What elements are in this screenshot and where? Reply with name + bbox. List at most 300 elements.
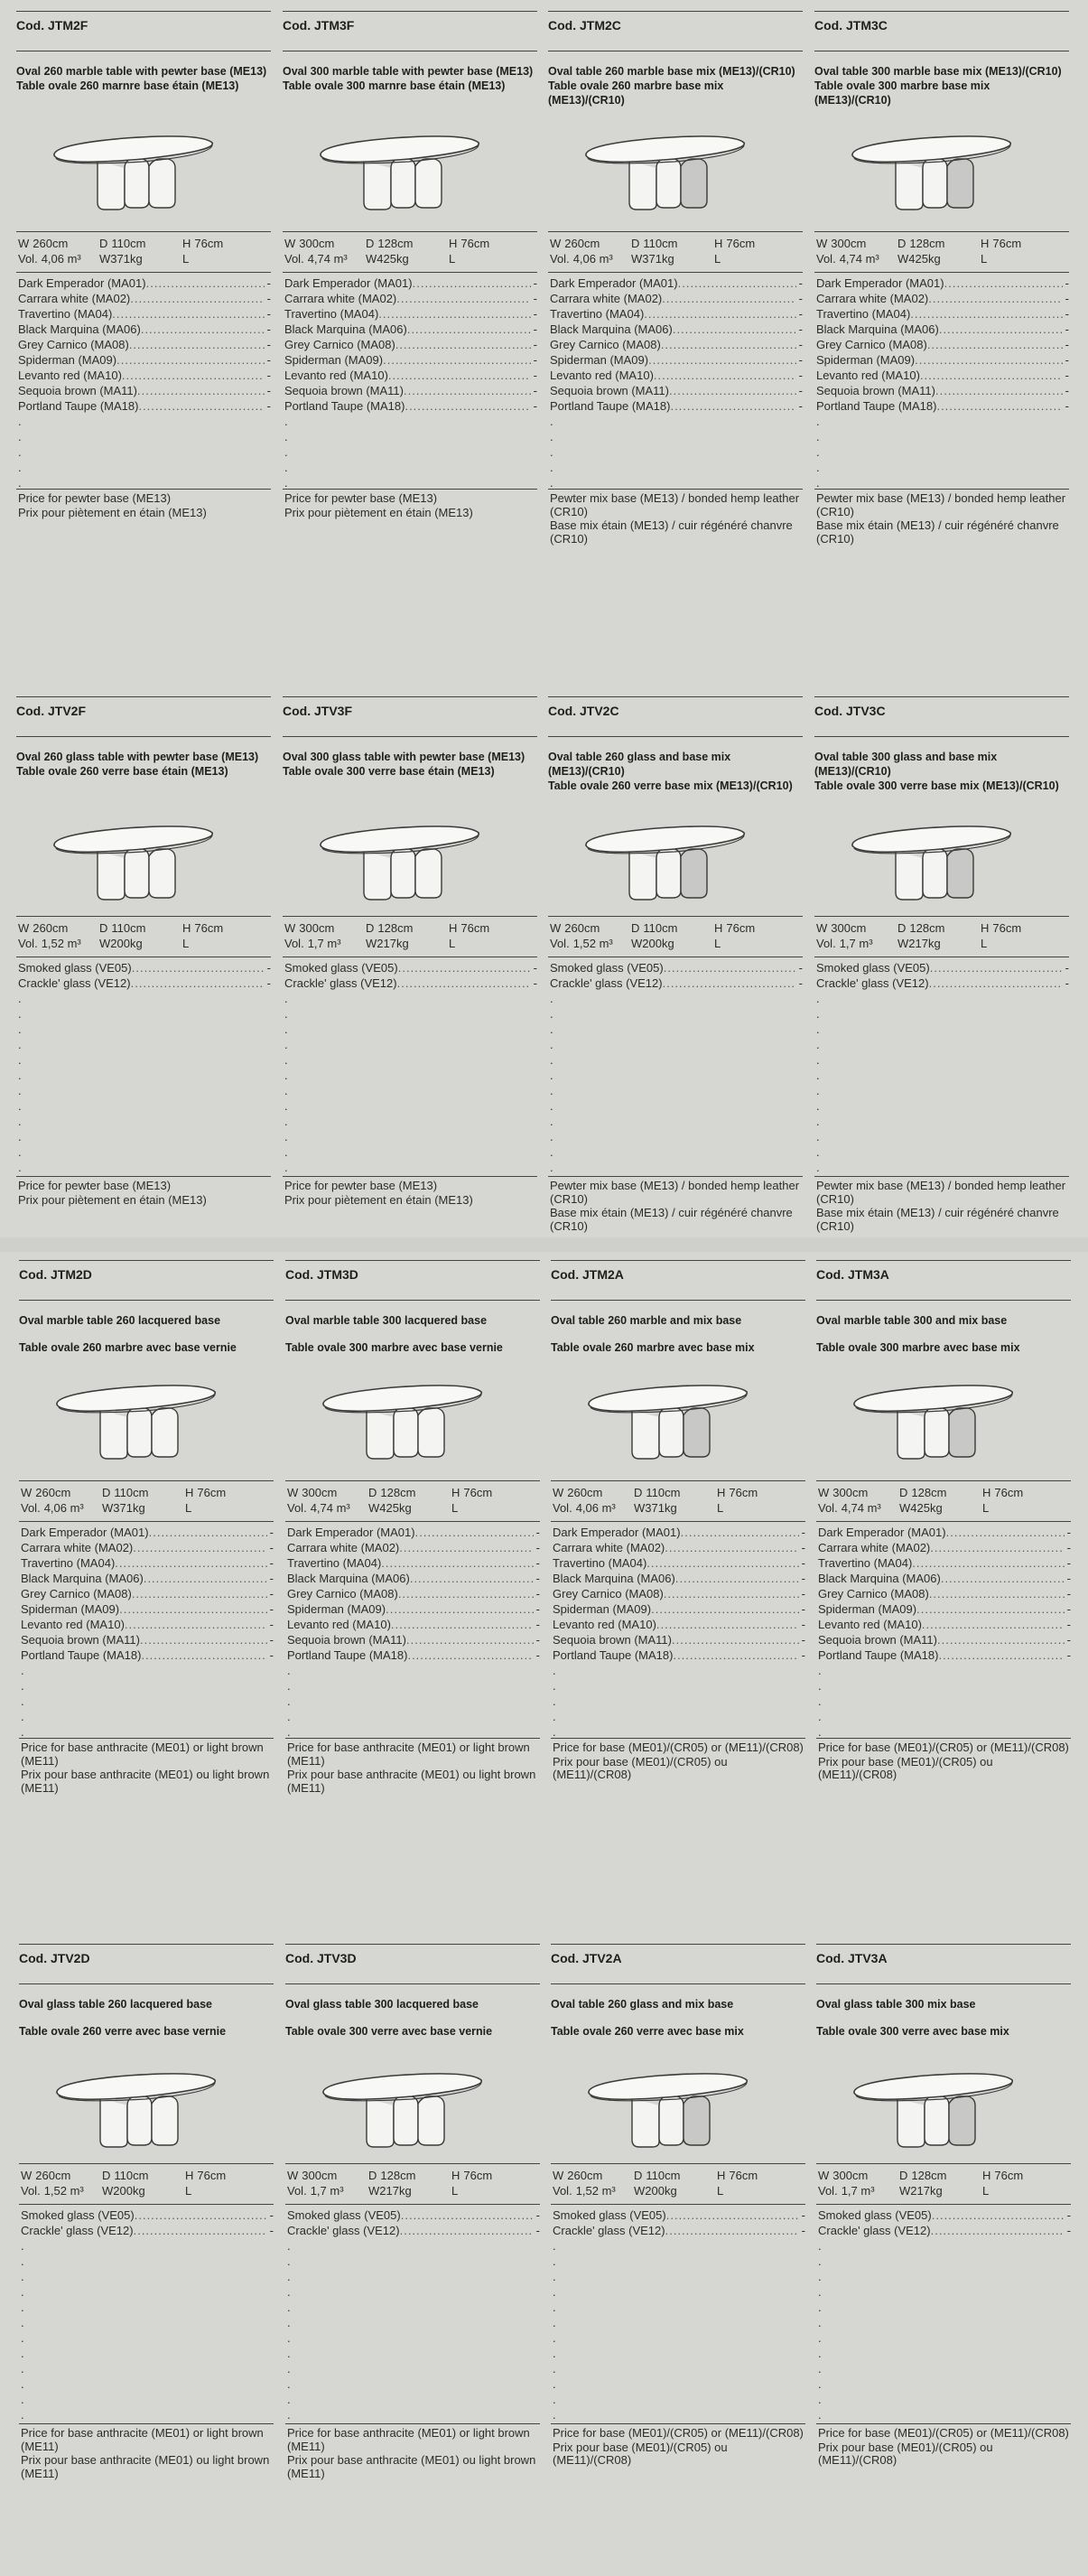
price-placeholder: -: [269, 1633, 274, 1647]
leader-dots: [138, 398, 264, 414]
material-name: Dark Emperador (MA01): [284, 276, 413, 290]
empty-line-bullet: .: [284, 445, 288, 459]
material-name: Crackle' glass (VE12): [553, 2224, 665, 2237]
price-placeholder: -: [269, 2208, 274, 2222]
volume-value: 4,74 m³: [307, 252, 348, 266]
price-placeholder: -: [269, 1587, 274, 1601]
material-list: [283, 272, 537, 490]
tabletop: [852, 826, 1010, 852]
empty-line-bullet: .: [287, 2285, 291, 2299]
name-rule: [19, 1300, 274, 1301]
table-picture: [551, 1377, 805, 1468]
depth-label: D: [897, 921, 907, 935]
depth-label: D: [368, 2169, 377, 2182]
depth-value: 128cm: [911, 1486, 947, 1499]
width-value: 300cm: [299, 921, 335, 935]
empty-line-bullet: .: [21, 2408, 24, 2422]
leader-dots: [678, 275, 796, 291]
empty-line-bullet: .: [818, 2408, 822, 2422]
dimensions: [814, 231, 1069, 266]
height-label: H: [714, 921, 723, 935]
price-placeholder: -: [1066, 1526, 1071, 1539]
leader-dots: [401, 2207, 534, 2223]
depth-value: 128cm: [380, 2169, 416, 2182]
material-name: Travertino (MA04): [287, 1556, 382, 1570]
material-name: Grey Carnico (MA08): [18, 338, 129, 351]
empty-line-bullet: .: [18, 1007, 22, 1021]
material-row: [818, 1525, 1071, 1540]
weight: W200kg: [99, 937, 143, 950]
price-placeholder: -: [269, 1526, 274, 1539]
material-row: [18, 275, 271, 291]
dims-row-size: [284, 236, 537, 251]
material-row: [287, 1571, 540, 1586]
dims-rule: [551, 1480, 805, 1481]
dims-row-volume: [550, 251, 803, 266]
price-placeholder: -: [266, 369, 271, 382]
weight: W425kg: [899, 1501, 943, 1515]
price-note: [551, 1738, 805, 1782]
price-placeholder: -: [1065, 399, 1069, 413]
height-value: 76cm: [460, 921, 490, 935]
price-placeholder: -: [1066, 2224, 1071, 2237]
leader-dots: [407, 322, 531, 337]
material-row: [816, 352, 1069, 368]
empty-line-bullet: .: [21, 2270, 24, 2283]
price-note: [814, 489, 1069, 546]
material-row: [287, 1647, 540, 1663]
name-spacer: [19, 1328, 274, 1340]
dimensions: [816, 2163, 1071, 2198]
empty-line-bullet: .: [818, 2254, 822, 2268]
leader-dots: [405, 398, 530, 414]
leader-dots: [386, 1601, 534, 1617]
empty-line-bullet: .: [816, 445, 820, 459]
empty-line-bullet: .: [18, 1069, 22, 1082]
material-list: [816, 1521, 1071, 1740]
name-spacer: [19, 2011, 274, 2024]
price-placeholder: -: [533, 369, 537, 382]
product-name: [548, 736, 803, 793]
base-column-right: [681, 849, 707, 898]
table-picture: [285, 2066, 540, 2156]
volume: [553, 1500, 616, 1516]
price-note-fr: Base mix étain (ME13) / cuir régénéré chanvre (CR10): [816, 518, 1059, 546]
width-value: 300cm: [302, 2169, 338, 2182]
base-panel-left: [98, 161, 125, 210]
price-placeholder: -: [801, 1633, 805, 1647]
empty-line-bullet: .: [21, 1664, 24, 1677]
empty-line-bullet: .: [284, 476, 288, 490]
material-row: [287, 1632, 540, 1647]
material-row: [284, 337, 537, 352]
width-label: W: [18, 921, 30, 935]
material-name: Smoked glass (VE05): [21, 2208, 135, 2222]
dimensions: [283, 916, 537, 951]
material-name: Black Marquina (MA06): [550, 322, 673, 336]
height: [449, 920, 489, 936]
depth: [99, 920, 145, 936]
depth-label: D: [631, 921, 640, 935]
material-row: [287, 1601, 540, 1617]
height: [717, 2168, 758, 2183]
tabletop: [586, 826, 744, 852]
empty-line-bullet: .: [287, 1679, 291, 1693]
height-value: 76cm: [729, 1486, 758, 1499]
material-list: [814, 272, 1069, 490]
price-note-en: Price for pewter base (ME13): [284, 1179, 438, 1192]
dims-row-volume: [287, 2183, 540, 2198]
dims-rule: [285, 1480, 540, 1481]
volume-value: 1,52 m³: [41, 937, 81, 950]
leader-dots: [112, 306, 264, 322]
material-name: Travertino (MA04): [284, 307, 379, 321]
base-column-middle: [127, 2096, 152, 2145]
price-note: [283, 489, 537, 519]
dims-row-size: [21, 1485, 274, 1500]
material-name: Portland Taupe (MA18): [550, 399, 671, 413]
base-column-right: [149, 159, 175, 208]
empty-line-bullet: .: [553, 2377, 556, 2391]
empty-line-bullet: .: [818, 2316, 822, 2329]
dims-rule: [814, 916, 1069, 917]
dims-row-size: [816, 236, 1069, 251]
dims-row-volume: [818, 1500, 1071, 1516]
width: [553, 2168, 602, 2183]
empty-line-bullet: .: [818, 2347, 822, 2360]
price-placeholder: -: [798, 276, 803, 290]
dimensions: [548, 231, 803, 266]
price-note: [814, 1176, 1069, 1233]
product-name-fr: Table ovale 300 marbre base mix (ME13)/(CR10): [814, 79, 990, 107]
weight: W425kg: [368, 1501, 412, 1515]
note-rule: [285, 1738, 540, 1739]
tabletop: [323, 2074, 481, 2099]
empty-line-bullet: .: [816, 1053, 820, 1067]
empty-line-bullet: .: [550, 1022, 553, 1036]
height-value: 76cm: [994, 1486, 1024, 1499]
material-name: Smoked glass (VE05): [18, 961, 132, 975]
empty-line-bullet: .: [550, 415, 553, 428]
volume-label: Vol.: [550, 937, 570, 950]
base-panel-left: [100, 1410, 127, 1459]
material-name: Sequoia brown (MA11): [550, 384, 669, 397]
width-label: W: [550, 237, 562, 250]
product-name-fr: Table ovale 260 marbre avec base vernie: [19, 1341, 237, 1354]
price-placeholder: -: [533, 276, 537, 290]
leader-dots: [928, 291, 1062, 306]
material-name: Carrara white (MA02): [18, 292, 131, 305]
empty-line-bullet: .: [818, 2331, 822, 2345]
note-rule: [816, 2423, 1071, 2424]
unit-l: L: [982, 2184, 990, 2198]
top-rule: [551, 1260, 805, 1261]
product-card: [551, 1260, 805, 1892]
price-placeholder: -: [801, 1556, 805, 1570]
empty-line-bullet: .: [287, 2331, 291, 2345]
material-row: [550, 398, 803, 414]
material-row: [284, 398, 537, 414]
empty-line-bullet: .: [284, 1022, 288, 1036]
price-placeholder: -: [269, 1572, 274, 1585]
material-row: [287, 1555, 540, 1571]
width-label: W: [287, 2169, 299, 2182]
leader-dots: [407, 1647, 533, 1663]
depth-label: D: [634, 2169, 643, 2182]
product-name: [285, 1300, 540, 1355]
base-column-middle: [656, 849, 681, 898]
dimensions: [548, 916, 803, 951]
tabletop: [321, 136, 479, 162]
dimensions: [816, 1480, 1071, 1516]
base-column-middle: [125, 849, 149, 898]
empty-line-bullet: .: [284, 430, 288, 443]
base-column-right: [683, 2096, 710, 2145]
dims-row-volume: [553, 2183, 805, 2198]
price-placeholder: -: [798, 384, 803, 397]
dims-row-volume: [287, 1500, 540, 1516]
width-value: 260cm: [564, 237, 600, 250]
empty-line-bullet: .: [284, 1007, 288, 1021]
material-name: Travertino (MA04): [21, 1556, 116, 1570]
depth: [631, 236, 677, 251]
empty-line-bullet: .: [287, 1725, 291, 1739]
material-name: Levanto red (MA10): [818, 1618, 922, 1631]
name-rule: [548, 736, 803, 737]
material-row: [816, 306, 1069, 322]
material-name: Levanto red (MA10): [21, 1618, 125, 1631]
top-rule: [16, 11, 271, 12]
width-value: 260cm: [35, 1486, 71, 1499]
leader-dots: [413, 275, 531, 291]
empty-line-bullet: .: [553, 2362, 556, 2375]
name-spacer: [285, 1328, 540, 1340]
leader-dots: [137, 383, 265, 398]
base-column-middle: [125, 159, 149, 208]
weight: W425kg: [366, 252, 409, 266]
material-name: Grey Carnico (MA08): [816, 338, 927, 351]
price-placeholder: -: [1065, 976, 1069, 990]
depth-value: 110cm: [114, 1486, 149, 1499]
name-rule: [551, 1983, 805, 1984]
leader-dots: [665, 1540, 798, 1555]
top-rule: [16, 696, 271, 697]
empty-line-bullet: .: [553, 2239, 556, 2253]
dims-rule: [283, 916, 537, 917]
leader-dots: [930, 960, 1063, 975]
leader-dots: [133, 1540, 266, 1555]
material-name: Dark Emperador (MA01): [816, 276, 944, 290]
leader-dots: [936, 398, 1062, 414]
empty-line-bullet: .: [287, 2254, 291, 2268]
unit-l: L: [182, 252, 190, 266]
width-value: 300cm: [831, 237, 867, 250]
base-column-right: [415, 159, 442, 208]
unit-l: L: [981, 252, 988, 266]
depth-value: 110cm: [111, 921, 146, 935]
leader-dots: [665, 2223, 799, 2238]
top-rule: [548, 11, 803, 12]
product-name-en: Oval table 260 glass and mix base: [551, 1998, 734, 2011]
material-row: [18, 383, 271, 398]
base-column-right: [949, 1408, 975, 1457]
width-label: W: [284, 237, 296, 250]
depth-value: 128cm: [909, 237, 945, 250]
material-name: Travertino (MA04): [18, 307, 113, 321]
product-card: [19, 1944, 274, 2576]
material-name: Carrara white (MA02): [287, 1541, 400, 1554]
top-rule: [814, 11, 1069, 12]
material-name: Spiderman (MA09): [18, 353, 117, 367]
empty-line-bullet: .: [550, 430, 553, 443]
dims-row-volume: [21, 2183, 274, 2198]
material-row: [550, 960, 803, 975]
depth: [368, 1485, 415, 1500]
material-row: [553, 2207, 805, 2223]
product-name: [551, 1983, 805, 2039]
leader-dots: [932, 2207, 1065, 2223]
empty-line-bullet: .: [816, 476, 820, 490]
volume: [21, 1500, 84, 1516]
price-note-en: Pewter mix base (ME13) / bonded hemp leather (CR10): [550, 1179, 800, 1206]
note-rule: [551, 2423, 805, 2424]
width-label: W: [287, 1486, 299, 1499]
base-panel-left: [629, 161, 656, 210]
empty-line-bullet: .: [550, 992, 553, 1005]
material-row: [287, 1586, 540, 1601]
dims-row-size: [818, 2168, 1071, 2183]
width-value: 260cm: [35, 2169, 71, 2182]
material-row: [550, 275, 803, 291]
volume-value: 4,06 m³: [43, 1501, 84, 1515]
width: [284, 920, 334, 936]
price-note-fr: Prix pour piètement en étain (ME13): [18, 505, 207, 519]
leader-dots: [661, 337, 796, 352]
base-column-middle: [394, 1408, 418, 1457]
price-note-en: Pewter mix base (ME13) / bonded hemp leather (CR10): [816, 491, 1066, 518]
product-name: [19, 1300, 274, 1355]
base-column-right: [683, 1408, 710, 1457]
material-name: Grey Carnico (MA08): [287, 1587, 398, 1601]
height: [451, 1485, 492, 1500]
empty-line-bullet: .: [18, 1145, 22, 1159]
material-row: [21, 1617, 274, 1632]
height-label: H: [981, 921, 990, 935]
product-code: Cod. JTV3C: [814, 704, 886, 718]
height: [714, 236, 755, 251]
tabletop: [589, 2074, 747, 2099]
empty-line-bullet: .: [816, 1007, 820, 1021]
leader-dots: [915, 352, 1063, 368]
product-name-fr: Table ovale 300 verre avec base mix: [816, 2025, 1009, 2038]
product-name: [816, 1983, 1071, 2039]
note-rule: [548, 489, 803, 490]
empty-line-bullet: .: [18, 430, 22, 443]
empty-line-bullet: .: [553, 2393, 556, 2406]
price-placeholder: -: [535, 2208, 540, 2222]
base-column-right: [947, 849, 973, 898]
empty-line-bullet: .: [18, 415, 22, 428]
price-note: [285, 2423, 540, 2480]
product-name-en: Oval table 300 marble base mix (ME13)/(CR10): [814, 65, 1062, 78]
leader-dots: [938, 1647, 1064, 1663]
price-note-fr: Base mix étain (ME13) / cuir régénéré chanvre (CR10): [550, 1206, 793, 1233]
material-row: [550, 383, 803, 398]
top-rule: [19, 1260, 274, 1261]
depth-value: 128cm: [911, 2169, 947, 2182]
volume: [550, 251, 613, 266]
empty-line-bullet: .: [816, 1022, 820, 1036]
base-column-middle: [391, 849, 415, 898]
volume-value: 1,52 m³: [575, 2184, 616, 2198]
name-rule: [816, 1300, 1071, 1301]
empty-line-bullet: .: [553, 2408, 556, 2422]
name-rule: [16, 736, 271, 737]
product-name: [814, 736, 1069, 793]
material-row: [18, 352, 271, 368]
material-row: [550, 352, 803, 368]
volume: [284, 936, 341, 951]
empty-line-bullet: .: [284, 1145, 288, 1159]
depth-value: 128cm: [377, 237, 414, 250]
empty-line-bullet: .: [287, 1694, 291, 1708]
height-label: H: [451, 2169, 460, 2182]
empty-line-bullet: .: [553, 1710, 556, 1723]
leader-dots: [383, 352, 531, 368]
empty-line-bullet: .: [284, 1130, 288, 1143]
name-spacer: [551, 1328, 805, 1340]
price-note-en: Price for base anthracite (ME01) or light brown (ME11): [287, 1741, 530, 1768]
name-rule: [285, 1983, 540, 1984]
volume-label: Vol.: [816, 937, 836, 950]
price-placeholder: -: [1066, 1648, 1071, 1662]
depth-value: 110cm: [643, 237, 678, 250]
depth: [897, 920, 944, 936]
empty-line-bullet: .: [818, 1694, 822, 1708]
material-row: [818, 1555, 1071, 1571]
width-label: W: [553, 2169, 564, 2182]
empty-line-bullet: .: [18, 1130, 22, 1143]
name-rule: [816, 1983, 1071, 1984]
material-name: Levanto red (MA10): [287, 1618, 391, 1631]
dims-row-volume: [18, 936, 271, 951]
table-illustration: [548, 128, 803, 219]
price-placeholder: -: [1066, 1602, 1071, 1616]
price-placeholder: -: [1066, 1572, 1071, 1585]
dims-row-size: [553, 2168, 805, 2183]
volume: [287, 2183, 344, 2198]
empty-line-bullet: .: [818, 2270, 822, 2283]
price-placeholder: -: [801, 1648, 805, 1662]
material-row: [287, 1540, 540, 1555]
product-code: Cod. JTM2A: [551, 1267, 624, 1282]
product-name-fr: Table ovale 260 marnre base étain (ME13): [16, 79, 239, 92]
material-row: [18, 291, 271, 306]
material-list: [285, 2204, 540, 2422]
product-card: [16, 696, 271, 1329]
unit-l: L: [714, 252, 721, 266]
top-rule: [816, 1944, 1071, 1945]
depth-value: 128cm: [380, 1486, 416, 1499]
depth-label: D: [102, 1486, 111, 1499]
table-illustration: [814, 128, 1069, 219]
height-value: 76cm: [729, 2169, 758, 2182]
material-row: [550, 337, 803, 352]
price-placeholder: -: [1066, 2208, 1071, 2222]
height-label: H: [981, 237, 990, 250]
empty-line-bullet: .: [21, 2254, 24, 2268]
leader-dots: [388, 368, 531, 383]
